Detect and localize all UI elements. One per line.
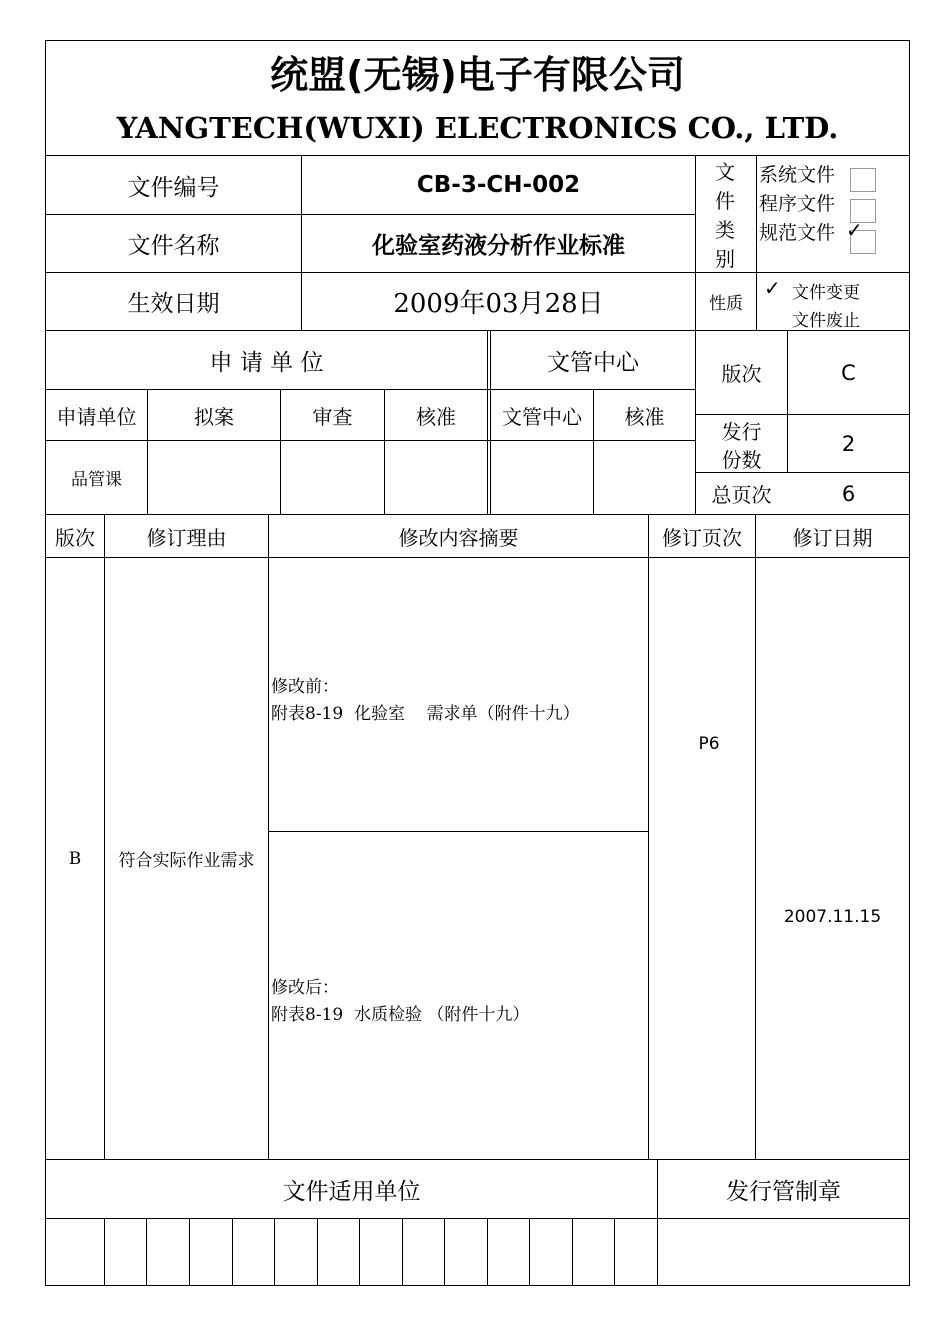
- pages-value: 6: [841, 481, 856, 506]
- doc-center-header: 文管中心: [547, 349, 639, 376]
- doc-number-value: CB-3-CH-002: [416, 172, 581, 198]
- category-procedure-label: 程序文件: [759, 193, 836, 215]
- company-name-en: YANGTECH(WUXI) ELECTRONICS CO., LTD.: [116, 111, 839, 145]
- effective-date-label: 生效日期: [127, 291, 220, 317]
- nature-label: 性质: [709, 294, 743, 314]
- issuance-seal-label: 发行管制章: [726, 1178, 841, 1205]
- col-doc-approve: 核准: [624, 404, 665, 429]
- rev-header-version: 版次: [55, 525, 95, 550]
- col-draft: 拟案: [194, 404, 234, 429]
- rev-after-text: 附表8-19 水质检验 （附件十九）: [271, 1005, 530, 1025]
- applicant-header: 申 请 单 位: [209, 349, 324, 376]
- category-system-label: 系统文件: [759, 164, 836, 186]
- rev-page: P6: [698, 734, 720, 754]
- border-right: [909, 40, 910, 1286]
- rev-header-reason: 修订理由: [146, 525, 227, 550]
- nature-change-label: 文件变更: [792, 283, 860, 303]
- category-spec-check-icon: ✓: [846, 218, 863, 242]
- col-review: 审查: [312, 404, 353, 429]
- applicable-units-label: 文件适用单位: [282, 1178, 421, 1205]
- effective-date-value: 2009年03月28日: [393, 289, 604, 319]
- version-label: 版次: [721, 362, 762, 386]
- company-name-cn: 统盟(无锡)电子有限公司: [270, 52, 685, 97]
- category-system-checkbox[interactable]: [850, 168, 876, 192]
- rev-before-text: 附表8-19 化验室 需求单（附件十九）: [271, 704, 580, 724]
- rev-header-page: 修订页次: [662, 525, 742, 550]
- copies-label: 发行 份数: [721, 420, 762, 472]
- col-doc-center: 文管中心: [502, 404, 582, 429]
- rev-reason: 符合实际作业需求: [118, 851, 255, 871]
- rev-before-label: 修改前：: [271, 677, 339, 697]
- applicant-value: 品管课: [71, 470, 122, 490]
- rev-date: 2007.11.15: [783, 907, 882, 927]
- rev-version: B: [68, 848, 82, 869]
- rev-header-summary: 修改内容摘要: [398, 525, 519, 550]
- doc-name-label: 文件名称: [127, 233, 220, 259]
- nature-change-check-icon: ✓: [764, 276, 781, 300]
- doc-number-label: 文件编号: [127, 174, 220, 201]
- col-applicant-unit: 申请单位: [56, 404, 137, 429]
- rev-header-date: 修订日期: [792, 525, 873, 550]
- nature-abolish-label: 文件废止: [792, 311, 860, 331]
- col-approve: 核准: [416, 404, 456, 429]
- doc-name-value: 化验室药液分析作业标准: [372, 233, 625, 259]
- border-bottom: [45, 1285, 910, 1286]
- pages-label: 总页次: [711, 483, 772, 507]
- doc-category-label: 文 件 类 别: [715, 160, 735, 271]
- border-top: [45, 40, 910, 41]
- rev-after-label: 修改后：: [271, 978, 339, 998]
- version-value: C: [841, 360, 856, 385]
- copies-value: 2: [841, 431, 856, 456]
- category-spec-label: 规范文件: [759, 222, 836, 244]
